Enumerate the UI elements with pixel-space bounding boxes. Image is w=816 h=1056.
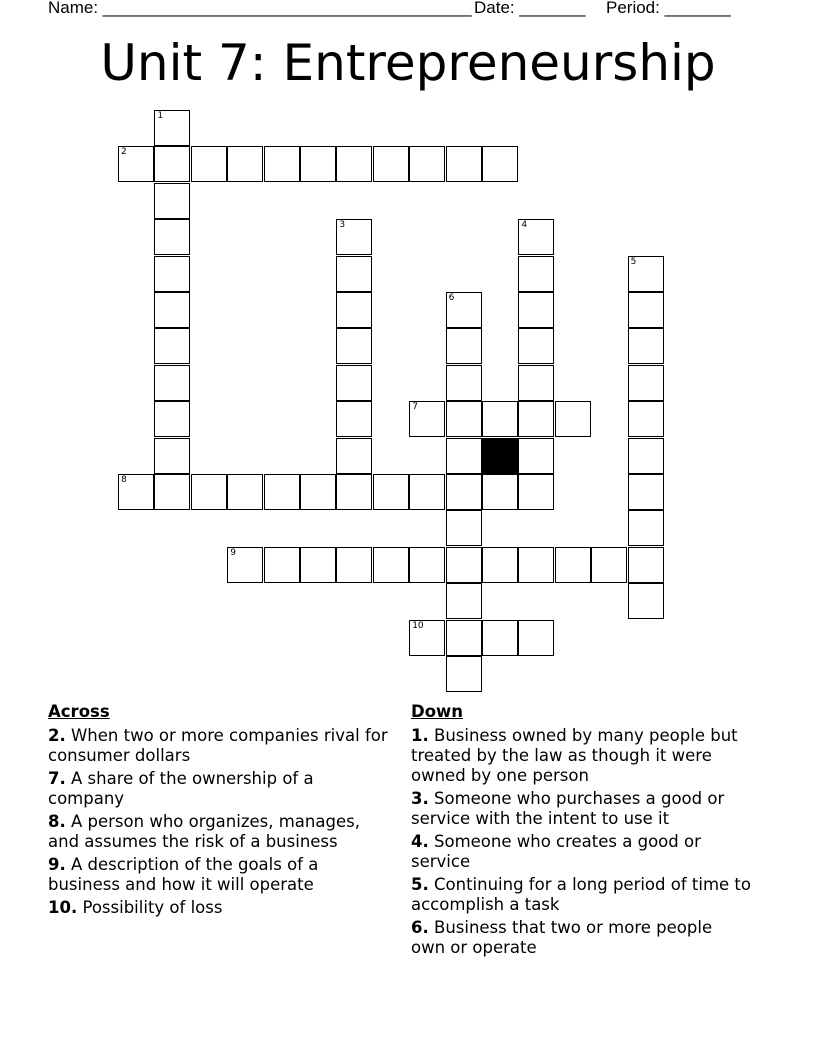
clue-number-label: 1. [411, 726, 429, 745]
crossword-cell[interactable] [154, 328, 190, 364]
crossword-cell[interactable] [518, 401, 554, 437]
crossword-cell[interactable] [518, 474, 554, 510]
crossword-cell[interactable] [446, 401, 482, 437]
crossword-cell[interactable] [628, 328, 664, 364]
crossword-cell[interactable] [446, 365, 482, 401]
crossword-cell[interactable] [446, 292, 482, 328]
clue-number: 7 [412, 402, 418, 413]
crossword-cell[interactable] [446, 438, 482, 474]
clue-text: A description of the goals of a business and how it will operate [48, 855, 319, 894]
crossword-cell[interactable] [446, 547, 482, 583]
crossword-cell[interactable] [446, 474, 482, 510]
crossword-cell[interactable] [227, 146, 263, 182]
crossword-cell[interactable] [518, 547, 554, 583]
crossword-cell[interactable] [628, 365, 664, 401]
clue-item [411, 726, 751, 786]
crossword-cell[interactable] [118, 146, 154, 182]
crossword-cell[interactable] [628, 401, 664, 437]
black-square [482, 438, 518, 474]
clue-number: 2 [121, 147, 127, 158]
across-heading: Across [48, 702, 110, 721]
crossword-cell[interactable] [409, 620, 445, 656]
clue-number-label: 7. [48, 769, 66, 788]
crossword-cell[interactable] [518, 292, 554, 328]
crossword-cell[interactable] [409, 474, 445, 510]
clue-number-label: 8. [48, 812, 66, 831]
clue-text: Someone who purchases a good or service with the intent to use it [411, 789, 725, 828]
crossword-cell[interactable] [628, 583, 664, 619]
crossword-cell[interactable] [373, 474, 409, 510]
crossword-cell[interactable] [227, 547, 263, 583]
crossword-cell[interactable] [446, 328, 482, 364]
clue-number-label: 4. [411, 832, 429, 851]
crossword-cell[interactable] [336, 219, 372, 255]
clue-item [411, 918, 751, 958]
crossword-cell[interactable] [555, 547, 591, 583]
clue-number: 1 [157, 111, 164, 121]
page-title: Unit 7: Entrepreneurship [100, 34, 716, 92]
crossword-cell[interactable] [518, 256, 554, 292]
clue-text: Possibility of loss [77, 898, 223, 917]
down-clue-list [411, 726, 751, 958]
crossword-cell[interactable] [409, 146, 445, 182]
crossword-cell[interactable] [336, 365, 372, 401]
crossword-cell[interactable] [518, 620, 554, 656]
crossword-cell[interactable] [482, 146, 518, 182]
crossword-cell[interactable] [482, 474, 518, 510]
clue-number: 5 [630, 256, 637, 267]
clue-text: Continuing for a long period of time to accomplish a task [411, 875, 751, 914]
across-clue-list [48, 726, 388, 918]
crossword-cell[interactable] [336, 328, 372, 364]
crossword-cell[interactable] [555, 401, 591, 437]
crossword-cell[interactable] [628, 292, 664, 328]
crossword-cell[interactable] [518, 219, 554, 255]
crossword-cell[interactable] [154, 474, 190, 510]
clue-text: A person who organizes, manages, and assumes the risk of a business [48, 812, 360, 851]
crossword-cell[interactable] [373, 547, 409, 583]
clue-item [48, 726, 388, 766]
crossword-cell[interactable] [628, 474, 664, 510]
crossword-cell[interactable] [518, 328, 554, 364]
crossword-cell[interactable] [300, 547, 336, 583]
clue-text: Someone who creates a good or service [411, 832, 701, 871]
clue-number: 9 [230, 547, 236, 558]
crossword-cell[interactable] [154, 219, 190, 255]
crossword-cell[interactable] [154, 183, 190, 219]
clue-item [411, 832, 751, 872]
clue-text: When two or more companies rival for consumer dollars [48, 726, 388, 765]
crossword-cell[interactable] [518, 438, 554, 474]
crossword-cell[interactable] [154, 110, 190, 146]
crossword-cell[interactable] [628, 510, 664, 546]
crossword-cell[interactable] [154, 292, 190, 328]
crossword-cell[interactable] [336, 401, 372, 437]
crossword-cell[interactable] [154, 438, 190, 474]
crossword-cell[interactable] [446, 620, 482, 656]
clue-item [48, 855, 388, 895]
crossword-cell[interactable] [191, 146, 227, 182]
period-field[interactable]: Period: _______ [606, 0, 731, 17]
clue-number: 10 [412, 620, 424, 631]
down-clues [411, 702, 751, 961]
clue-number-label: 3. [411, 789, 429, 808]
clue-text: A share of the ownership of a company [48, 769, 314, 808]
clue-item [48, 898, 388, 918]
crossword-cell[interactable] [154, 365, 190, 401]
crossword-cell[interactable] [482, 620, 518, 656]
crossword-cell[interactable] [154, 146, 190, 182]
clue-item [48, 769, 388, 809]
crossword-cell[interactable] [191, 474, 227, 510]
crossword-cell[interactable] [227, 474, 263, 510]
crossword-cell[interactable] [591, 547, 627, 583]
crossword-cell[interactable] [518, 365, 554, 401]
crossword-cell[interactable] [300, 146, 336, 182]
crossword-cell[interactable] [264, 547, 300, 583]
clue-number: 3 [339, 220, 346, 231]
crossword-cell[interactable] [336, 292, 372, 328]
crossword-cell[interactable] [446, 656, 482, 692]
clue-number-label: 6. [411, 918, 429, 937]
crossword-cell[interactable] [264, 146, 300, 182]
crossword-cell[interactable] [300, 474, 336, 510]
crossword-cell[interactable] [154, 256, 190, 292]
crossword-cell[interactable] [409, 547, 445, 583]
clue-item [411, 789, 751, 829]
clue-number: 6 [448, 293, 455, 303]
crossword-cell[interactable] [336, 146, 372, 182]
clue-number-label: 2. [48, 726, 66, 745]
clue-text: Business owned by many people but treated by the law as though it were owned by one person [411, 726, 738, 785]
clue-item [48, 812, 388, 852]
name-field[interactable]: Name: _______________________________________ [48, 0, 472, 17]
clue-number: 8 [121, 475, 127, 485]
date-field[interactable]: Date: _______ [474, 0, 586, 17]
clue-number-label: 9. [48, 855, 66, 874]
crossword-cell[interactable] [482, 401, 518, 437]
crossword-cell[interactable] [409, 401, 445, 437]
clue-item [411, 875, 751, 915]
crossword-cell[interactable] [373, 146, 409, 182]
crossword-cell[interactable] [336, 438, 372, 474]
crossword-cell[interactable] [446, 583, 482, 619]
down-heading: Down [411, 702, 464, 721]
crossword-cell[interactable] [336, 474, 372, 510]
crossword-cell[interactable] [264, 474, 300, 510]
crossword-cell[interactable] [482, 547, 518, 583]
crossword-cell[interactable] [154, 401, 190, 437]
crossword-cell[interactable] [446, 146, 482, 182]
crossword-cell[interactable] [628, 256, 664, 292]
clue-text: Business that two or more people own or operate [411, 918, 713, 957]
clue-number-label: 5. [411, 875, 429, 894]
crossword-cell[interactable] [336, 256, 372, 292]
crossword-cell[interactable] [336, 547, 372, 583]
crossword-cell[interactable] [628, 547, 664, 583]
crossword-cell[interactable] [118, 474, 154, 510]
crossword-cell[interactable] [628, 438, 664, 474]
clue-number-label: 10. [48, 898, 78, 917]
crossword-cell[interactable] [446, 510, 482, 546]
across-clues [48, 702, 388, 921]
clue-number: 4 [521, 220, 528, 231]
